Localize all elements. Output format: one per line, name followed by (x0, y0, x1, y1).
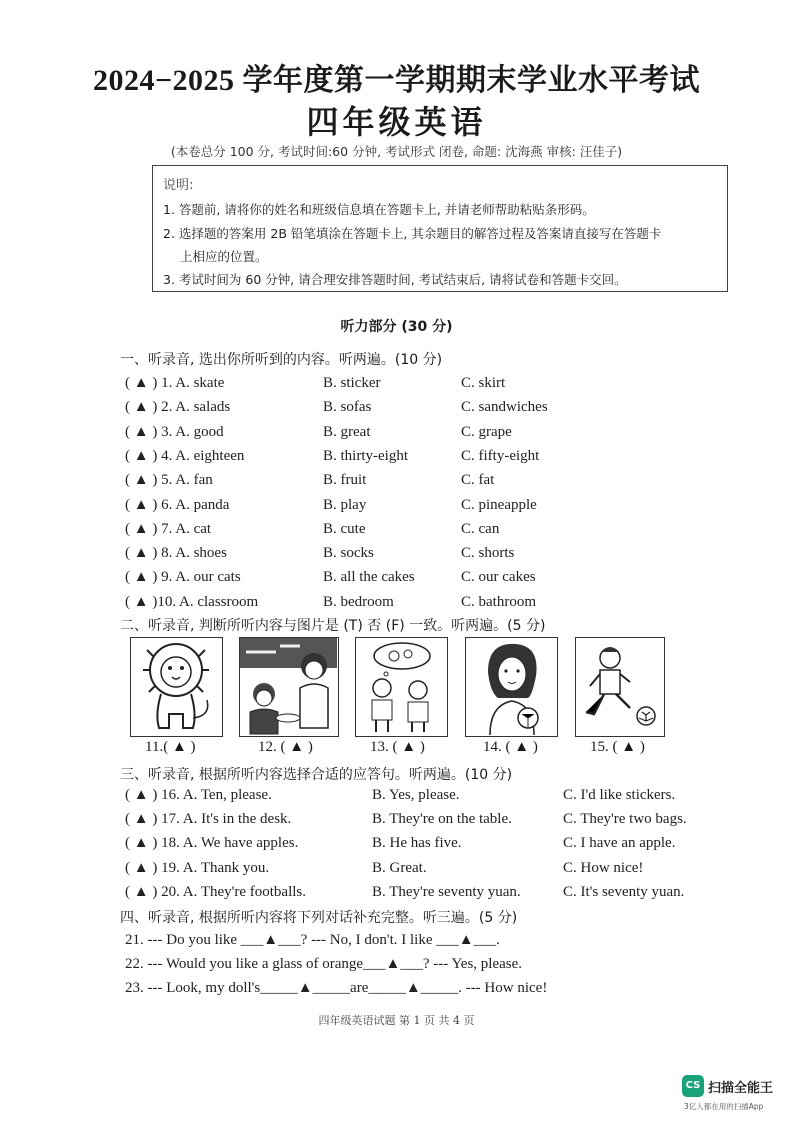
q12-label: 12. ( ▲ ) (258, 739, 313, 755)
part1-question-8-option-a: ( ▲ ) 9. A. our cats (125, 569, 241, 586)
part3-question-1-option-b: B. They're on the table. (372, 811, 512, 828)
exam-title: 2024−2025 学年度第一学期期末学业水平考试 (92, 64, 701, 97)
part1-question-9-option-b: B. bedroom (323, 593, 394, 610)
part1-question-4-option-b: B. fruit (323, 472, 367, 489)
q11-label: 11.( ▲ ) (145, 739, 196, 755)
part3-question-3-option-b: B. Great. (372, 859, 427, 876)
part1-question-1-option-c: C. sandwiches (461, 399, 548, 416)
q14-label: 14. ( ▲ ) (483, 739, 538, 755)
part1-question-9-option-c: C. bathroom (461, 593, 536, 610)
part1-question-7-option-b: B. socks (323, 545, 374, 562)
part1-question-8-option-b: B. all the cakes (323, 569, 415, 586)
part3-question-4-option-a: ( ▲ ) 20. A. They're footballs. (125, 883, 306, 900)
part3-question-3-option-a: ( ▲ ) 19. A. Thank you. (125, 859, 270, 876)
camscanner-tagline: 3亿人都在用的扫描App (684, 1102, 764, 1111)
q13-label: 13. ( ▲ ) (370, 739, 425, 755)
part1-question-6-option-b: B. cute (323, 520, 366, 537)
picture-two-boys (355, 637, 448, 737)
part1-question-0-option-a: ( ▲ ) 1. A. skate (125, 375, 225, 391)
part3-question-0-option-c: C. I'd like stickers. (563, 787, 676, 803)
part1-question-0-option-c: C. skirt (461, 375, 506, 391)
page-footer: 四年级英语试题 第 1 页 共 4 页 (318, 1014, 475, 1027)
part1-question-4-option-a: ( ▲ ) 5. A. fan (125, 472, 213, 489)
lion-icon (131, 638, 221, 735)
picture-girl-with-ball (465, 637, 558, 737)
picture-boy-kicking (575, 637, 665, 737)
part1-question-3-option-b: B. thirty-eight (323, 447, 408, 464)
exam-meta: (本卷总分 100 分, 考试时间:60 分钟, 考试形式 闭卷, 命题: 沈海燕 审核: 汪佳子) (170, 144, 623, 159)
part1-question-5-option-b: B. play (323, 496, 367, 513)
part1-question-6-option-a: ( ▲ ) 7. A. cat (125, 520, 212, 537)
part1-question-9-option-a: ( ▲ )10. A. classroom (125, 593, 259, 610)
exam-subtitle: 四年级英语 (306, 103, 487, 141)
part3-question-3-option-c: C. How nice! (563, 859, 644, 876)
camscanner-name: 扫描全能王 (708, 1081, 774, 1096)
q23-line: 23. --- Look, my doll's_____▲_____are_____▲_____. --- How nice! (125, 980, 548, 996)
instructions-label: 说明: (163, 178, 194, 193)
part1-question-1-option-b: B. sofas (323, 399, 372, 416)
instruction-2-cont: 上相应的位置。 (180, 249, 268, 264)
part1-question-7-option-c: C. shorts (461, 545, 515, 562)
q22-line: 22. --- Would you like a glass of orange___▲___? --- Yes, please. (125, 956, 523, 972)
part1-question-3-option-c: C. fifty-eight (461, 447, 540, 464)
part1-question-3-option-a: ( ▲ ) 4. A. eighteen (125, 447, 245, 464)
part3-question-4-option-b: B. They're seventy yuan. (372, 883, 521, 900)
part3-question-1-option-a: ( ▲ ) 17. A. It's in the desk. (125, 811, 292, 828)
part3-question-0-option-a: ( ▲ ) 16. A. Ten, please. (125, 787, 272, 803)
part2-heading: 二、听录音, 判断所听内容与图片是 (T) 否 (F) 一致。听两遍。(5 分) (120, 618, 546, 634)
instructions-box (152, 165, 728, 292)
part1-question-5-option-c: C. pineapple (461, 496, 537, 513)
q15-label: 15. ( ▲ ) (590, 739, 645, 755)
part3-heading: 三、听录音, 根据所听内容选择合适的应答句。听两遍。(10 分) (120, 767, 513, 783)
part3-question-4-option-c: C. It's seventy yuan. (563, 883, 685, 900)
instruction-2: 2. 选择题的答案用 2B 铅笔填涂在答题卡上, 其余题目的解答过程及答案请直接写在答题卡 (163, 226, 662, 241)
part1-question-8-option-c: C. our cakes (461, 569, 536, 586)
listening-title: 听力部分 (30 分) (340, 319, 453, 335)
part1-question-2-option-a: ( ▲ ) 3. A. good (125, 423, 224, 440)
part1-question-2-option-c: C. grape (461, 423, 512, 440)
part1-question-2-option-b: B. great (323, 423, 371, 440)
thought-bubble-icon (356, 638, 446, 735)
part3-question-2-option-a: ( ▲ ) 18. A. We have apples. (125, 835, 299, 852)
part4-heading: 四、听录音, 根据所听内容将下列对话补充完整。听三遍。(5 分) (120, 910, 518, 926)
camscanner-logo-icon: CS (682, 1075, 704, 1097)
q21-line: 21. --- Do you like ___▲___? --- No, I don't. I like ___▲___. (125, 932, 500, 948)
part1-question-6-option-c: C. can (461, 520, 500, 537)
part3-question-0-option-b: B. Yes, please. (372, 787, 460, 803)
part1-question-7-option-a: ( ▲ ) 8. A. shoes (125, 545, 227, 562)
part1-heading: 一、听录音, 选出你所听到的内容。听两遍。(10 分) (120, 352, 443, 368)
picture-lion (130, 637, 223, 737)
part1-question-5-option-a: ( ▲ ) 6. A. panda (125, 496, 230, 513)
girl-icon (466, 638, 556, 735)
picture-kids-eating (239, 637, 339, 737)
part1-question-1-option-a: ( ▲ ) 2. A. salads (125, 399, 231, 416)
part1-question-4-option-c: C. fat (461, 472, 495, 489)
instruction-1: 1. 答题前, 请将你的姓名和班级信息填在答题卡上, 并请老师帮助粘贴条形码。 (163, 202, 595, 217)
part3-question-2-option-c: C. I have an apple. (563, 835, 676, 852)
instruction-3: 3. 考试时间为 60 分钟, 请合理安排答题时间, 考试结束后, 请将试卷和答题卡交回。 (163, 272, 627, 287)
football-icon (576, 638, 663, 735)
part1-question-0-option-b: B. sticker (323, 375, 381, 391)
children-icon (240, 638, 337, 735)
part3-question-2-option-b: B. He has five. (372, 835, 462, 852)
part3-question-1-option-c: C. They're two bags. (563, 811, 687, 828)
